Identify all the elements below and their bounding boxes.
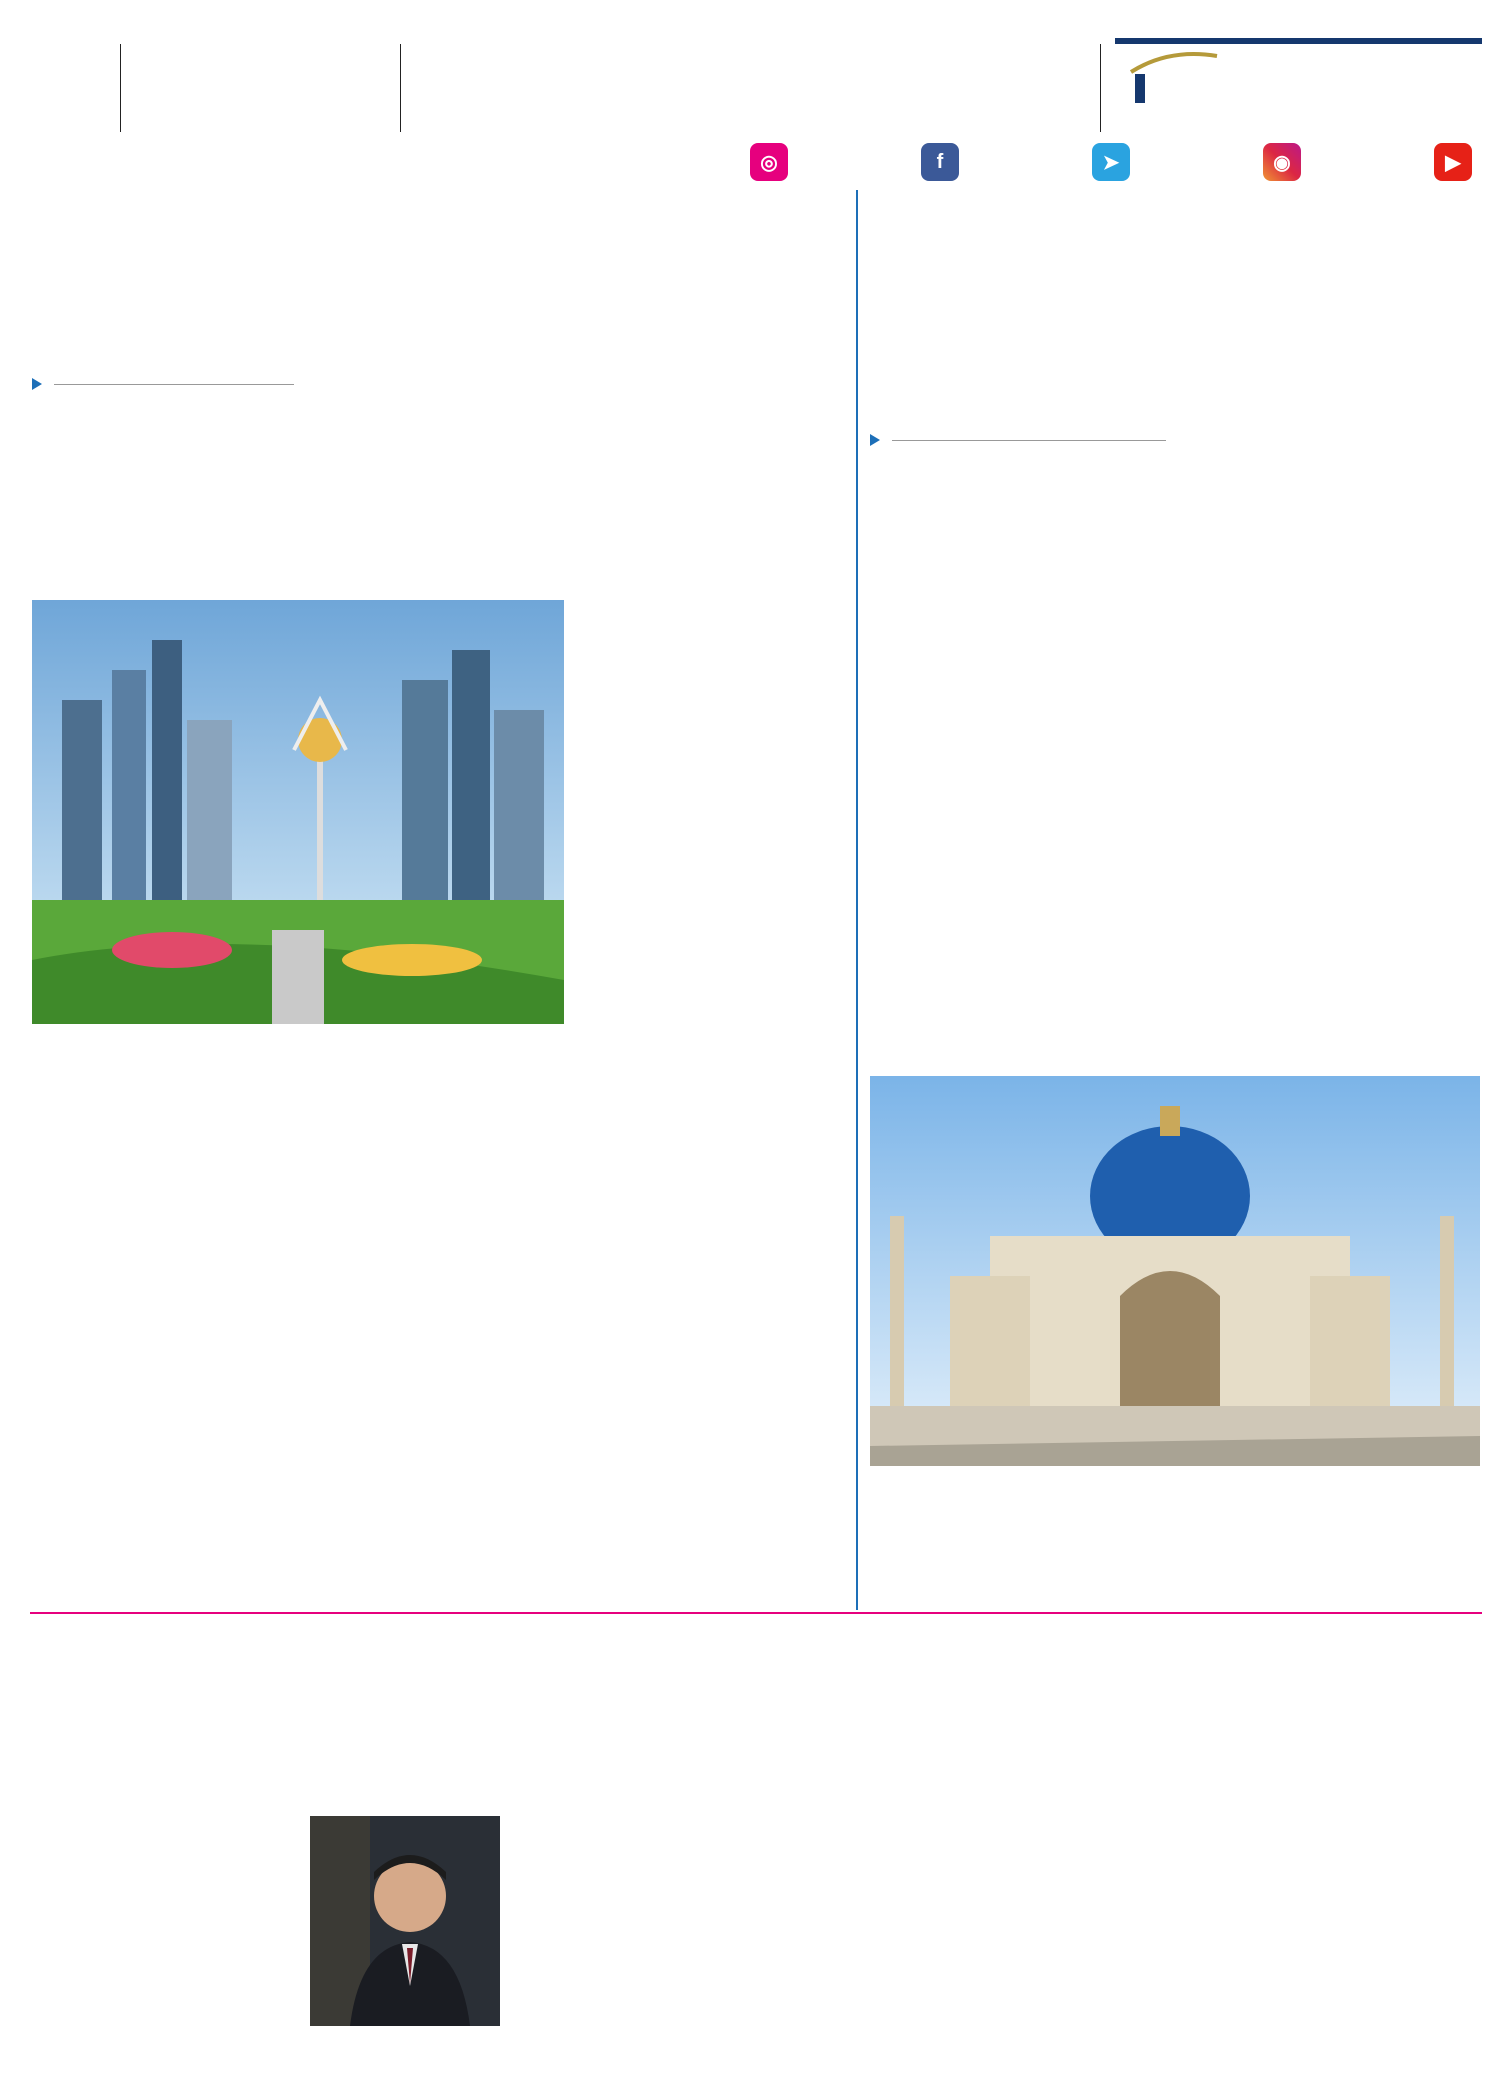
header-divider [120, 44, 121, 132]
article2-col1 [870, 434, 1166, 1074]
social-link-telegram[interactable] [1092, 143, 1138, 181]
dribbble-icon: ◎ [750, 143, 788, 181]
social-link-youtube[interactable] [1434, 143, 1480, 181]
triangle-icon [32, 378, 42, 390]
social-link-facebook[interactable] [921, 143, 967, 181]
instagram-icon: ◉ [1263, 143, 1301, 181]
social-link-instagram[interactable] [1263, 143, 1309, 181]
social-link-website[interactable] [750, 143, 796, 181]
section-divider [30, 1612, 1482, 1614]
facebook-icon: f [921, 143, 959, 181]
telegram-icon: ➤ [1092, 143, 1130, 181]
article1-col1-top [32, 378, 294, 588]
newspaper-logo[interactable] [1115, 38, 1482, 136]
logo-text [1135, 68, 1145, 105]
page-header [30, 38, 1482, 136]
mosque-photo [870, 1076, 1480, 1466]
header-divider [1100, 44, 1101, 132]
social-links [750, 140, 1480, 184]
column-divider [856, 190, 858, 1610]
author-portrait [310, 1816, 500, 2026]
logo-prefix [1135, 74, 1145, 103]
article1-col2-top [302, 376, 562, 596]
article1-col2-bottom [302, 1030, 562, 1586]
astana-city-photo [32, 600, 564, 1024]
youtube-icon: ▶ [1434, 143, 1472, 181]
continued-marker [870, 434, 1166, 446]
article2-col2 [1176, 420, 1480, 1030]
article1-col1-bottom [32, 1030, 294, 1586]
header-divider [400, 44, 401, 132]
article1-col3 [572, 376, 842, 1586]
article3-lead [32, 1816, 298, 2098]
triangle-icon [870, 434, 880, 446]
continued-marker [32, 378, 294, 390]
